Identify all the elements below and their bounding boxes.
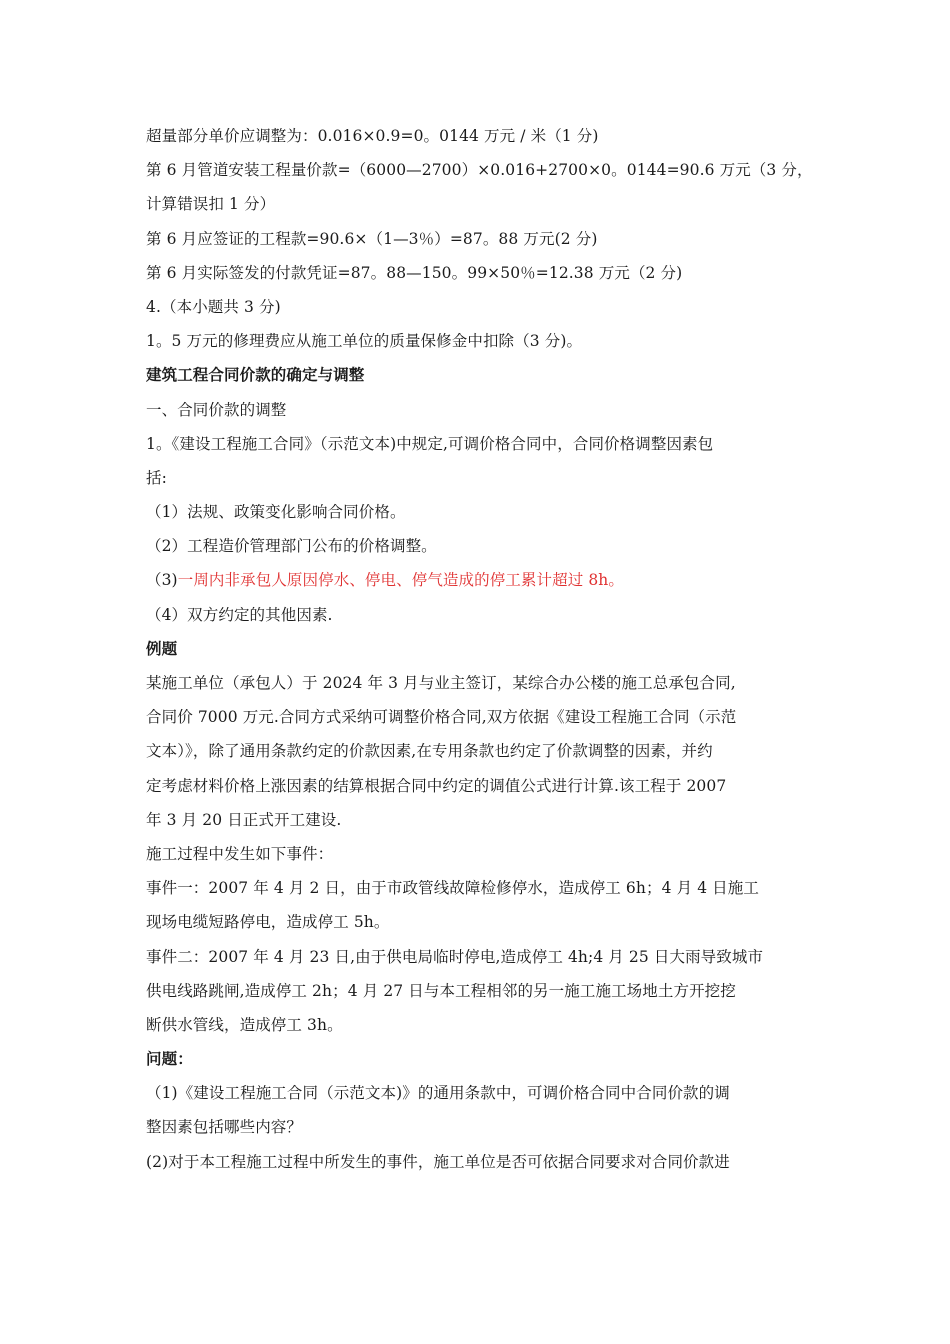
highlighted-text: 一周内非承包人原因停水、停电、停气造成的停工累计超过 8h。 — [177, 571, 624, 590]
list-item: （1）法规、政策变化影响合同价格。 — [146, 503, 406, 522]
text-line: 某施工单位（承包人）于 2024 年 3 月与业主签订，某综合办公楼的施工总承包合同, — [146, 674, 736, 692]
text-line: 事件二：2007 年 4 月 23 日,由于供电局临时停电,造成停工 4h;4 月 25 日大雨导致城市 — [146, 947, 764, 966]
subsection-heading: 一、合同价款的调整 — [146, 400, 287, 419]
section-heading: 建筑工程合同价款的确定与调整 — [146, 366, 365, 385]
text-line: （1)《建设工程施工合同（示范文本)》的通用条款中，可调价格合同中合同价款的调 — [146, 1084, 730, 1103]
text-line: 括: — [146, 468, 167, 487]
text-line: 第 6 月管道安装工程量价款=（6000—2700）×0.016+2700×0。0144=90.6 万元（3 分， — [146, 161, 813, 180]
text-line: 合同价 7000 万元.合同方式采纳可调整价格合同,双方依据《建设工程施工合同（示范 — [146, 708, 737, 727]
list-item: （2）工程造价管理部门公布的价格调整。 — [146, 537, 437, 556]
document-body — [146, 119, 814, 1179]
text-line: 现场电缆短路停电，造成停工 5h。 — [146, 913, 390, 932]
text-line: 超量部分单价应调整为：0.016×0.9=0。0144 万元 / 米（1 分) — [146, 127, 599, 145]
list-item-highlighted — [146, 563, 814, 597]
text-line: 第 6 月应签证的工程款=90.6×（1—3％）=87。88 万元(2 分) — [146, 229, 598, 248]
list-item-number: （3) — [146, 571, 178, 590]
text-line: 计算错误扣 1 分） — [146, 195, 276, 214]
text-line: 1。《建设工程施工合同》（示范文本)中规定,可调价格合同中，合同价格调整因素包 — [146, 434, 714, 453]
text-line: 4.（本小题共 3 分) — [146, 297, 281, 316]
text-line: 供电线路跳闸,造成停工 2h；4 月 27 日与本工程相邻的另一施工施工场地土方开挖挖 — [146, 981, 736, 1000]
text-line: 1。5 万元的修理费应从施工单位的质量保修金中扣除（3 分)。 — [146, 332, 583, 351]
example-heading: 例题 — [146, 639, 178, 658]
text-line: 施工过程中发生如下事件： — [146, 844, 334, 863]
question-heading: 问题： — [146, 1050, 193, 1069]
text-line: (2)对于本工程施工过程中所发生的事件，施工单位是否可依据合同要求对合同价款进 — [146, 1152, 730, 1171]
text-line: 文本）》，除了通用条款约定的价款因素,在专用条款也约定了价款调整的因素，并约 — [146, 742, 713, 761]
text-line: 第 6 月实际签发的付款凭证=87。88—150。99×50％=12.38 万元（2 分) — [146, 263, 683, 282]
text-line: 事件一：2007 年 4 月 2 日，由于市政管线故障检修停水，造成停工 6h；4 月 4 日施工 — [146, 879, 759, 898]
text-line: 整因素包括哪些内容？ — [146, 1118, 303, 1137]
text-line: 定考虑材料价格上涨因素的结算根据合同中约定的调值公式进行计算.该工程于 2007 — [146, 776, 727, 795]
text-line: 年 3 月 20 日正式开工建设. — [146, 810, 342, 829]
text-line: 断供水管线，造成停工 3h。 — [146, 1015, 343, 1034]
list-item: （4）双方约定的其他因素. — [146, 605, 333, 624]
